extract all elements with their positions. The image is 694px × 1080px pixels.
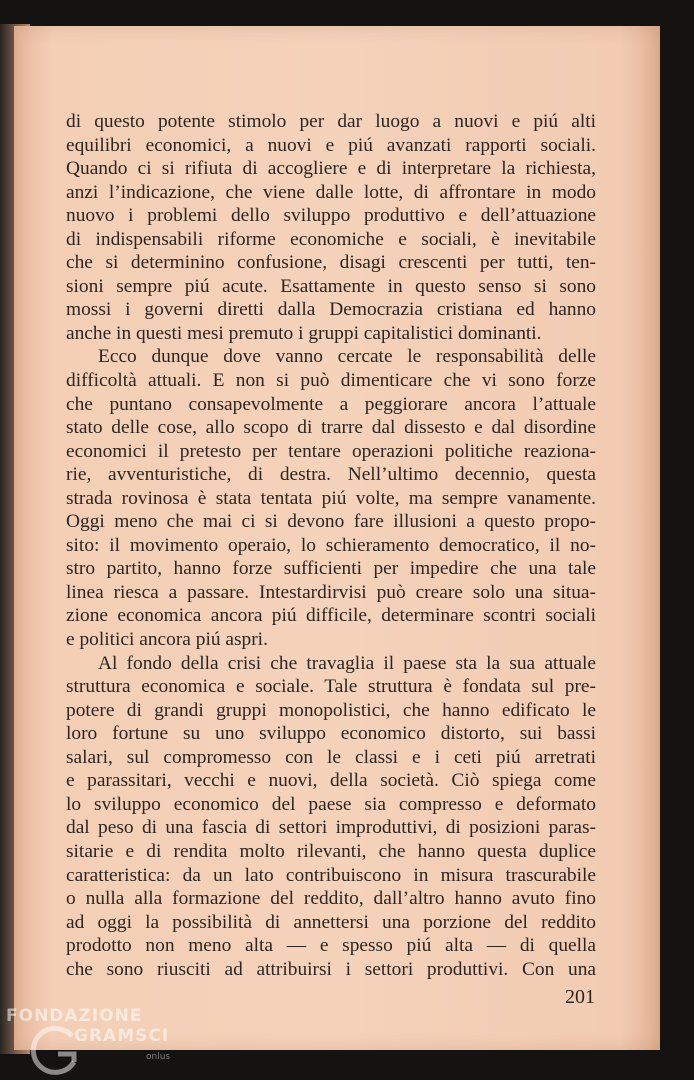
body-text [66,110,596,981]
text-line: di questo potente stimolo per dar luogo a nuovi e piú alti [66,111,596,132]
paragraph-start-line: Al fondo della crisi che travaglia il paese sta la sua attuale [98,652,596,674]
text-line: zione economica ancora piú difficile, determinare scontri sociali [66,605,596,627]
text-line: stro partito, hanno forze sufficienti per impedire che una tale [66,558,596,580]
paragraph-start-line: Ecco dunque dove vanno cercate le responsabilità delle [98,346,596,368]
page-number: 201 [565,986,595,1008]
text-line: rie, avventuristiche, di destra. Nell’ultimo decennio, questa [66,464,596,486]
text-line: strada rovinosa è stata tentata piú volte, ma sempre vanamente. [66,487,596,509]
text-line: potere di grandi gruppi monopolistici, che hanno edificato le [66,699,596,721]
watermark-suffix: onlus [146,1052,171,1062]
text-line: anzi l’indicazione, che viene dalle lotte, di affrontare in modo [66,181,596,203]
text-line: lo sviluppo economico del paese sia compresso e deformato [66,793,596,815]
text-line: ad oggi la possibilità di annettersi una porzione del reddito [66,911,596,933]
watermark [4,1002,194,1078]
text-line: anche in questi mesi premuto i gruppi capitalistici dominanti. [66,322,542,344]
text-line: sioni sempre piú acute. Esattamente in questo senso si sono [66,275,596,297]
text-line: loro fortune su uno sviluppo economico distorto, sui bassi [66,723,596,745]
text-line: e parassitari, vecchi e nuovi, della società. Ciò spiega come [66,770,596,792]
text-line: stato delle cose, allo scopo di trarre dal dissesto e dal disordine [66,417,596,439]
text-line: linea riesca a passare. Intestardirvisi può creare solo una situa- [66,581,596,603]
text-line: Oggi meno che mai ci si devono fare illusioni a questo propo- [66,511,596,533]
text-line: di indispensabili riforme economiche e sociali, è inevitabile [66,228,596,250]
text-line: economici il pretesto per tentare operazioni politiche reaziona- [66,440,596,462]
text-line: che sono riusciti ad attribuirsi i settori produttivi. Con una [66,958,596,980]
text-line: sitarie e di rendita molto rilevanti, che hanno questa duplice [66,840,596,862]
text-line: e politici ancora piú aspri. [66,629,268,651]
text-line: o nulla alla formazione del reddito, dall’altro hanno avuto fino [66,888,596,910]
text-line: salari, sul compromesso con le classi e i ceti piú arretrati [66,746,596,768]
text-line: dal peso di una fascia di settori improduttivi, di posizioni paras- [66,817,596,839]
watermark-line1: FONDAZIONE [6,1006,143,1026]
text-line: che si determinino confusione, disagi crescenti per tutti, ten- [66,252,596,274]
text-line: mossi i governi diretti dalla Democrazia cristiana ed hanno [66,299,596,321]
watermark-line2: GRAMSCI [74,1026,170,1046]
text-line: Quando ci si rifiuta di accogliere e di interpretare la richiesta, [66,158,596,180]
text-line: nuovo i problemi dello sviluppo produttivo e dell’attuazione [66,205,596,227]
text-line: struttura economica e sociale. Tale struttura è fondata sul pre- [66,676,596,698]
text-line: prodotto non meno alta — e spesso piú alta — di quella [66,935,596,957]
text-line: sito: il movimento operaio, lo schieramento democratico, il no- [66,534,596,556]
text-line: difficoltà attuali. E non si può dimenticare che vi sono forze [66,370,596,392]
text-line: equilibri economici, a nuovi e piú avanzati rapporti sociali. [66,134,596,156]
text-line: che puntano consapevolmente a peggiorare ancora l’attuale [66,393,596,415]
text-line: caratteristica: da un lato contribuiscono in misura trascurabile [66,864,596,886]
